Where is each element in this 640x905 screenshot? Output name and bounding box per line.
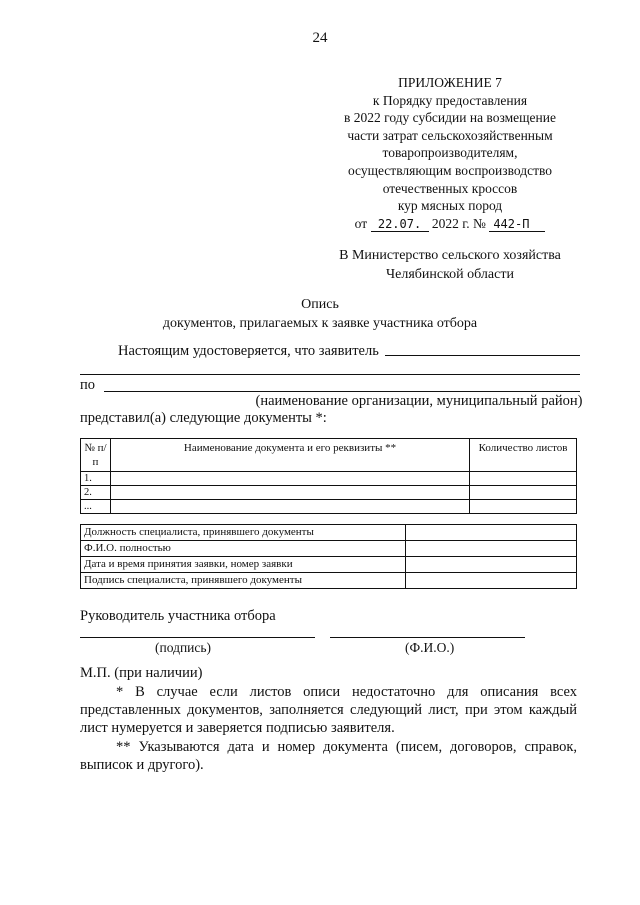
footnote-2: ** Указываются дата и номер документа (писем, договоров, справок, выписок и другого). (80, 739, 577, 773)
organization-hint: (наименование организации, муниципальный район) (255, 393, 583, 409)
specialist-table (80, 524, 577, 589)
applicant-field-line2[interactable] (80, 374, 580, 375)
addressee-line: В Министерство сельского хозяйства (339, 248, 561, 263)
po-label: по (80, 377, 96, 393)
specialist-row-value[interactable] (406, 541, 577, 557)
appendix-line: товаропроизводителям, (382, 145, 518, 161)
appendix-line: части затрат сельскохозяйственным (347, 127, 553, 143)
appendix-date-line (320, 215, 580, 233)
row-number: ... (81, 500, 111, 514)
document-title (0, 295, 640, 333)
specialist-row-label: Должность специалиста, принявшего документы (81, 525, 406, 541)
date-prefix: от (354, 215, 368, 231)
table-row (81, 557, 577, 573)
appendix-line: к Порядку предоставления (372, 92, 528, 108)
appendix-line: в 2022 году субсидии на возмещение (344, 110, 556, 126)
seal-label: М.П. (при наличии) (80, 665, 203, 681)
fio-field[interactable] (330, 637, 525, 638)
head-label: Руководитель участника отбора (80, 608, 276, 624)
applicant-field[interactable] (385, 355, 580, 356)
table-row (81, 541, 577, 557)
specialist-row-label: Дата и время принятия заявки, номер заявки (81, 557, 406, 573)
row-count-cell[interactable] (470, 500, 577, 514)
row-count-cell[interactable] (470, 472, 577, 486)
certify-text: Настоящим удостоверяется, что заявитель (118, 343, 379, 359)
fio-caption: (Ф.И.О.) (405, 640, 455, 655)
appendix-line: ПРИЛОЖЕНИЕ 7 (398, 75, 502, 90)
appendix-header (320, 74, 580, 232)
specialist-row-value[interactable] (406, 525, 577, 541)
table-row (81, 573, 577, 589)
table-row (81, 525, 577, 541)
year-text: 2022 г. № (431, 215, 486, 231)
row-doc-name-cell[interactable] (110, 500, 469, 514)
date-value: 22.07. (371, 217, 429, 232)
specialist-row-label: Ф.И.О. полностью (81, 541, 406, 557)
signature-caption: (подпись) (155, 640, 212, 655)
appendix-line: отечественных кроссов (382, 180, 518, 196)
row-doc-name-cell[interactable] (110, 472, 469, 486)
specialist-row-value[interactable] (406, 573, 577, 589)
appendix-line: кур мясных пород (397, 198, 503, 214)
row-doc-name-cell[interactable] (110, 486, 469, 500)
addressee (320, 246, 580, 284)
row-count-cell[interactable] (470, 486, 577, 500)
page-number: 24 (312, 30, 328, 46)
documents-table (80, 438, 577, 514)
signature-field[interactable] (80, 637, 315, 638)
row-number: 2. (81, 486, 111, 500)
title-line: Опись (301, 297, 339, 312)
col-number-header: № п/п (81, 439, 111, 472)
addressee-line: Челябинской области (386, 267, 514, 282)
organization-field[interactable] (104, 391, 580, 392)
presented-text: представил(а) следующие документы *: (80, 410, 327, 426)
order-number: 442-П (489, 217, 545, 232)
row-number: 1. (81, 472, 111, 486)
specialist-row-label: Подпись специалиста, принявшего документы (81, 573, 406, 589)
footnote-1: * В случае если листов описи недостаточно для описания всех представленных документов, заполняется следующий лист, при этом каждый лист нумеруется и заверяется подписью заявителя. (80, 684, 577, 736)
table-header-row (81, 439, 577, 472)
specialist-row-value[interactable] (406, 557, 577, 573)
table-row (81, 500, 577, 514)
table-row (81, 472, 577, 486)
table-row (81, 486, 577, 500)
col-name-header: Наименование документа и его реквизиты ** (110, 439, 469, 472)
appendix-line: осуществляющим воспроизводство (347, 162, 553, 178)
col-count-header: Количество листов (470, 439, 577, 472)
title-line: документов, прилагаемых к заявке участника отбора (162, 316, 478, 331)
